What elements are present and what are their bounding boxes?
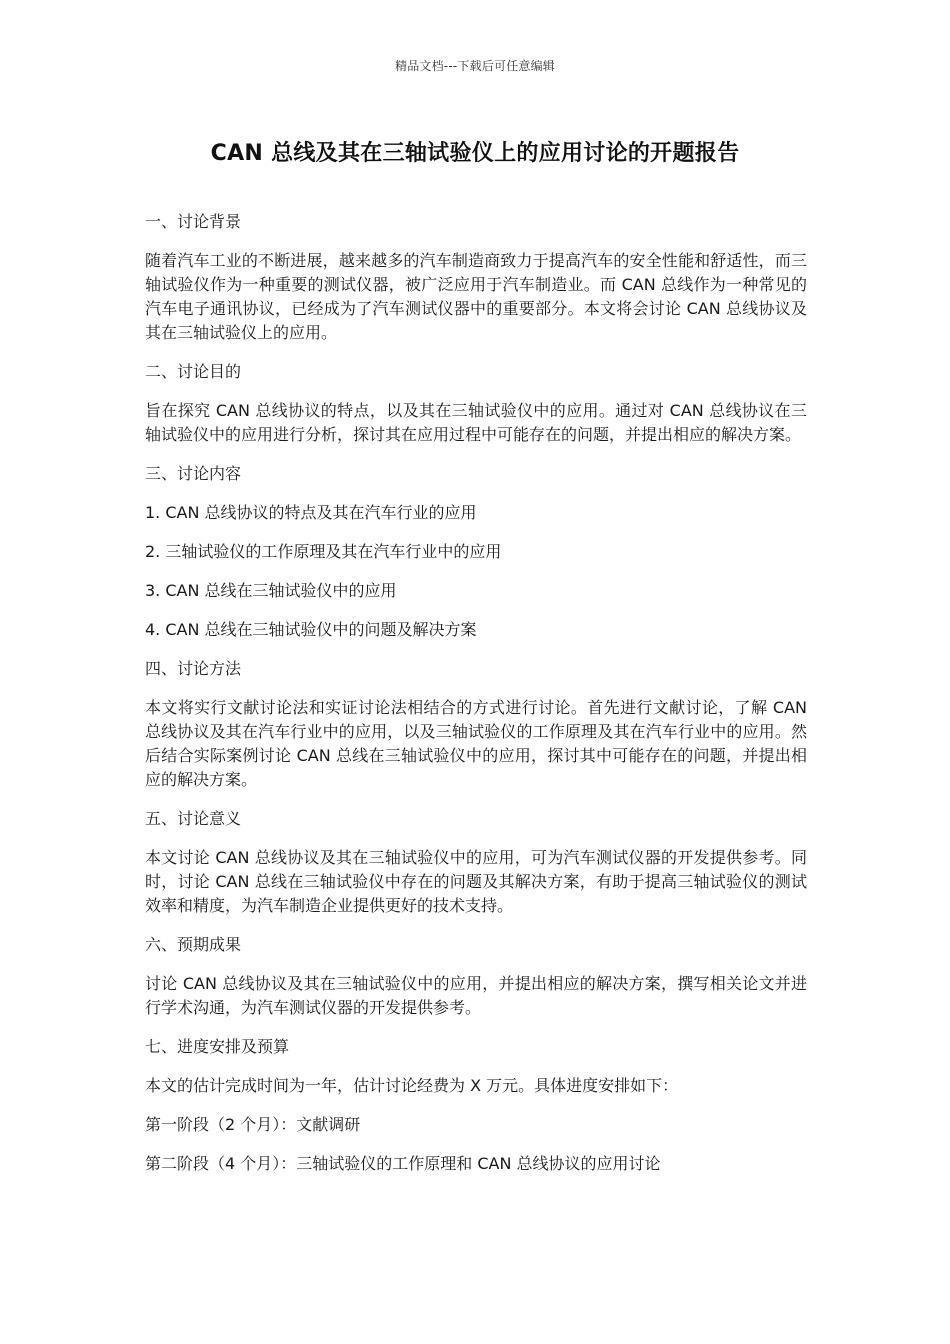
section-heading-content: 三、讨论内容 [145, 464, 242, 483]
section-text-background: 随着汽车工业的不断进展，越来越多的汽车制造商致力于提高汽车的安全性能和舒适性，而三轴试验仪作为一种重要的测试仪器，被广泛应用于汽车制造业。而 CAN 总线作为一种常见的汽车电子通讯协议，已经成为了汽车测试仪器中的重要部分。本文将会讨论 CAN 总线协议及其在三轴试验仪上的应用。 [145, 251, 807, 342]
section-text-method: 本文将实行文献讨论法和实证讨论法相结合的方式进行讨论。首先进行文献讨论，了解 CAN 总线协议及其在汽车行业中的应用，以及三轴试验仪的工作原理及其在汽车行业中的应用。然后结合实际案例讨论 CAN 总线在三轴试验仪中的应用，探讨其中可能存在的问题，并提出相应的解决方案。 [145, 698, 807, 789]
section-text-results: 讨论 CAN 总线协议及其在三轴试验仪中的应用，并提出相应的解决方案，撰写相关论文并进行学术沟通，为汽车测试仪器的开发提供参考。 [145, 974, 807, 1017]
content-list-item: 2. 三轴试验仪的工作原理及其在汽车行业中的应用 [145, 542, 502, 561]
content-list-item: 4. CAN 总线在三轴试验仪中的问题及解决方案 [145, 620, 477, 639]
content-list-item: 3. CAN 总线在三轴试验仪中的应用 [145, 581, 397, 600]
document-title: CAN 总线及其在三轴试验仪上的应用讨论的开题报告 [210, 141, 740, 166]
section-text-significance: 本文讨论 CAN 总线协议及其在三轴试验仪中的应用，可为汽车测试仪器的开发提供参考。同时，讨论 CAN 总线在三轴试验仪中存在的问题及其解决方案，有助于提高三轴试验仪的测试效率和精度，为汽车制造企业提供更好的技术支持。 [145, 848, 807, 915]
section-heading-schedule: 七、进度安排及预算 [145, 1037, 290, 1056]
document-body [145, 210, 807, 1191]
schedule-phase-item: 第二阶段（4 个月）：三轴试验仪的工作原理和 CAN 总线协议的应用讨论 [145, 1154, 661, 1173]
section-heading-results: 六、预期成果 [145, 935, 242, 954]
section-text-purpose: 旨在探究 CAN 总线协议的特点，以及其在三轴试验仪中的应用。通过对 CAN 总线协议在三轴试验仪中的应用进行分析，探讨其在应用过程中可能存在的问题，并提出相应的解决方案。 [145, 401, 807, 444]
section-heading-significance: 五、讨论意义 [145, 809, 242, 828]
page-header: 精品文档---下载后可任意编辑 [395, 59, 555, 73]
section-heading-background: 一、讨论背景 [145, 212, 242, 231]
schedule-phase-item: 第一阶段（2 个月）：文献调研 [145, 1115, 361, 1134]
section-heading-method: 四、讨论方法 [145, 659, 242, 678]
section-heading-purpose: 二、讨论目的 [145, 362, 242, 381]
section-text-schedule: 本文的估计完成时间为一年，估计讨论经费为 X 万元。具体进度安排如下： [145, 1076, 679, 1095]
content-list-item: 1. CAN 总线协议的特点及其在汽车行业的应用 [145, 503, 477, 522]
